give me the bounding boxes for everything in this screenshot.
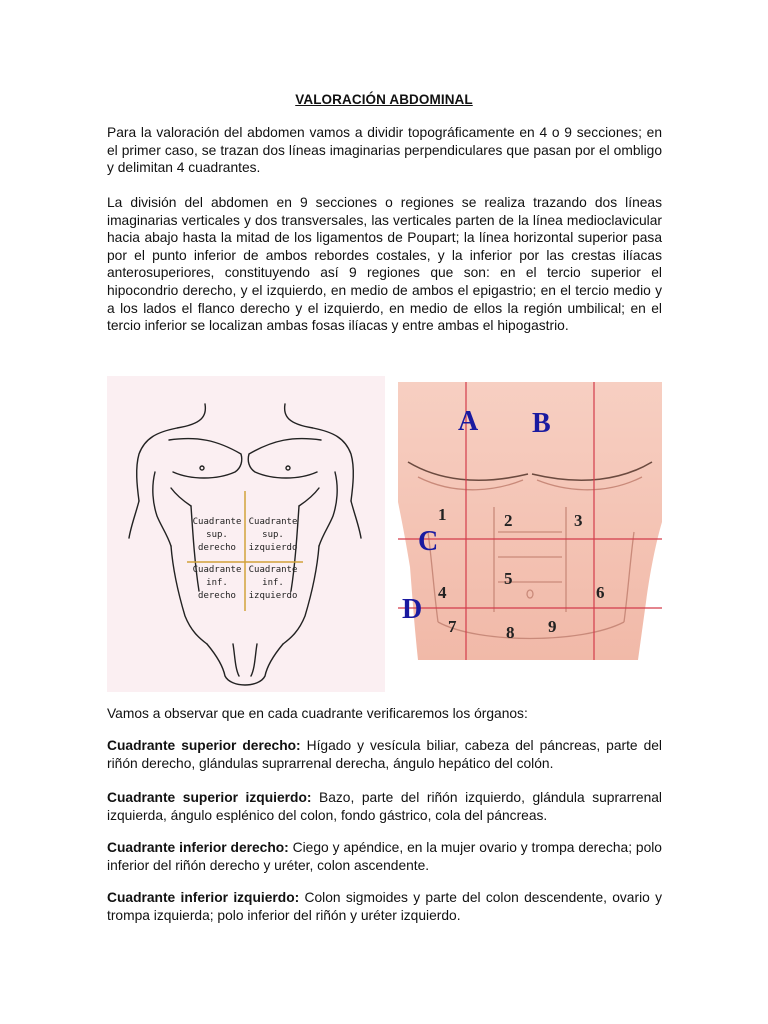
- region-7: 7: [448, 617, 457, 636]
- q1-line2: sup.: [206, 530, 228, 540]
- letter-c: C: [418, 526, 439, 557]
- q2-line3: izquierdo: [248, 543, 298, 553]
- region-5: 5: [504, 569, 513, 588]
- q-heading: Cuadrante superior izquierdo:: [107, 790, 312, 805]
- q2-line2: sup.: [262, 530, 284, 540]
- organs-q-inferior-izquierdo: [107, 889, 662, 924]
- nine-regions-drawing: [398, 382, 662, 660]
- region-1: 1: [438, 505, 447, 524]
- q4-line1: Cuadrante: [248, 565, 298, 575]
- q1-line3: derecho: [198, 543, 236, 553]
- nine-regions-figure: [398, 382, 662, 660]
- q4-line3: izquierdo: [248, 591, 298, 601]
- q-text: Hígado y vesícula biliar, cabeza del páncreas, parte del riñón derecho, glándulas suprarrenal derecha, ángulo hepático del colón.: [107, 738, 662, 771]
- torso-outline-drawing: [107, 376, 385, 692]
- region-3: 3: [574, 511, 583, 530]
- organs-q-superior-derecho: [107, 737, 662, 772]
- organs-q-superior-izquierdo: [107, 789, 662, 824]
- organs-q-inferior-derecho: [107, 839, 662, 874]
- region-2: 2: [504, 511, 513, 530]
- q1-line1: Cuadrante: [192, 517, 242, 527]
- organs-intro: Vamos a observar que en cada cuadrante verificaremos los órganos:: [107, 706, 528, 721]
- region-9: 9: [548, 617, 557, 636]
- q-heading: Cuadrante superior derecho:: [107, 738, 301, 753]
- intro-paragraph: Para la valoración del abdomen vamos a dividir topográficamente en 4 o 9 secciones; en el primer caso, se trazan dos líneas imaginarias perpendiculares que pasan por el ombligo y delimitan 4 cuadrantes.: [107, 125, 662, 176]
- q-heading: Cuadrante inferior izquierdo:: [107, 890, 300, 905]
- letter-d: D: [402, 594, 423, 625]
- q2-line1: Cuadrante: [248, 517, 298, 527]
- region-6: 6: [596, 583, 605, 602]
- letter-a: A: [458, 406, 479, 437]
- q-text: Ciego y apéndice, en la mujer ovario y trompa derecha; polo inferior del riñón derecho y uréter, colon ascendente.: [107, 840, 662, 873]
- q4-line2: inf.: [262, 578, 284, 588]
- q3-line3: derecho: [198, 591, 236, 601]
- q-text: Colon sigmoides y parte del colon descendente, ovario y trompa izquierda; polo inferior del riñón y uréter izquierdo.: [107, 890, 662, 923]
- region-4: 4: [438, 583, 447, 602]
- q3-line1: Cuadrante: [192, 565, 242, 575]
- q-heading: Cuadrante inferior derecho:: [107, 840, 289, 855]
- q3-line2: inf.: [206, 578, 228, 588]
- letter-b: B: [532, 408, 551, 439]
- page-title: VALORACIÓN ABDOMINAL: [295, 92, 473, 107]
- four-quadrants-figure: [107, 376, 385, 692]
- region-8: 8: [506, 623, 515, 642]
- q-text: Bazo, parte del riñón izquierdo, glándula suprarrenal izquierda, ángulo esplénico del colon, fondo gástrico, cola del páncreas.: [107, 790, 662, 823]
- regions-paragraph: La división del abdomen en 9 secciones o regiones se realiza trazando dos líneas imaginarias verticales y dos transversales, las verticales parten de la línea medioclavicular hacia abajo hasta la mitad de los ligamentos de Poupart; la línea horizontal superior pasa por el punto inferior de ambos rebordes costales, y la inferior por las crestas ilíacas anterosuperiores, constituyendo así 9 regiones que son: en el tercio superior el hipocondrio derecho, y el izquierdo, en medio de ambos el epigastrio; en el tercio medio y a los lados el flanco derecho y el izquierdo, en medio de ellos la región umbilical; en el tercio inferior se localizan ambas fosas ilíacas y entre ambas el hipogastrio.: [107, 195, 662, 334]
